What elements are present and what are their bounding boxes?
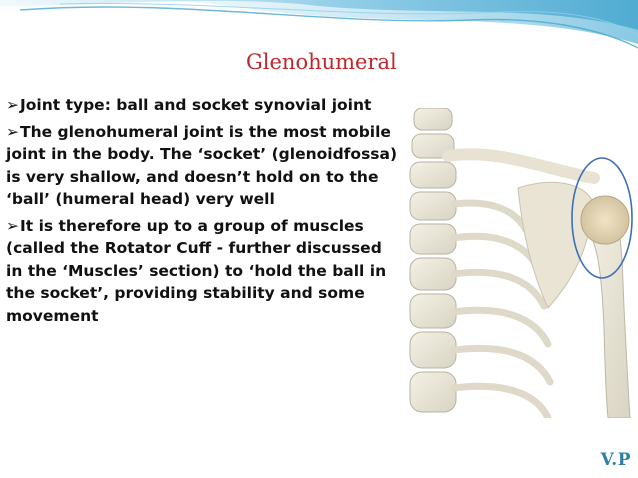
slide-title: Glenohumeral	[246, 50, 397, 74]
arrow-bullet-icon: ➢	[6, 96, 19, 114]
bullet-text: It is therefore up to a group of muscles (called the Rotator Cuff - further discussed in the ‘Muscles’ section) to ‘hold the ball in the socket’, providing stability and some movement	[6, 216, 387, 325]
humeral-head	[581, 196, 629, 244]
shoulder-skeleton-illustration	[398, 108, 638, 418]
bullet-text: The glenohumeral joint is the most mobile joint in the body. The ‘socket’ (glenoidfossa) is very shallow, and doesn’t hold on to the ‘ball’ (humeral head) very well	[6, 122, 398, 208]
bullet-text: Joint type: ball and socket synovial joint	[20, 96, 372, 114]
bullet-item	[6, 121, 398, 211]
vp-watermark: V.P	[600, 450, 631, 470]
bullet-list	[6, 94, 398, 331]
clavicle	[448, 154, 594, 178]
bullet-item	[6, 215, 398, 328]
bullet-item	[6, 94, 398, 117]
arrow-bullet-icon: ➢	[6, 122, 19, 141]
arrow-bullet-icon: ➢	[6, 216, 19, 235]
